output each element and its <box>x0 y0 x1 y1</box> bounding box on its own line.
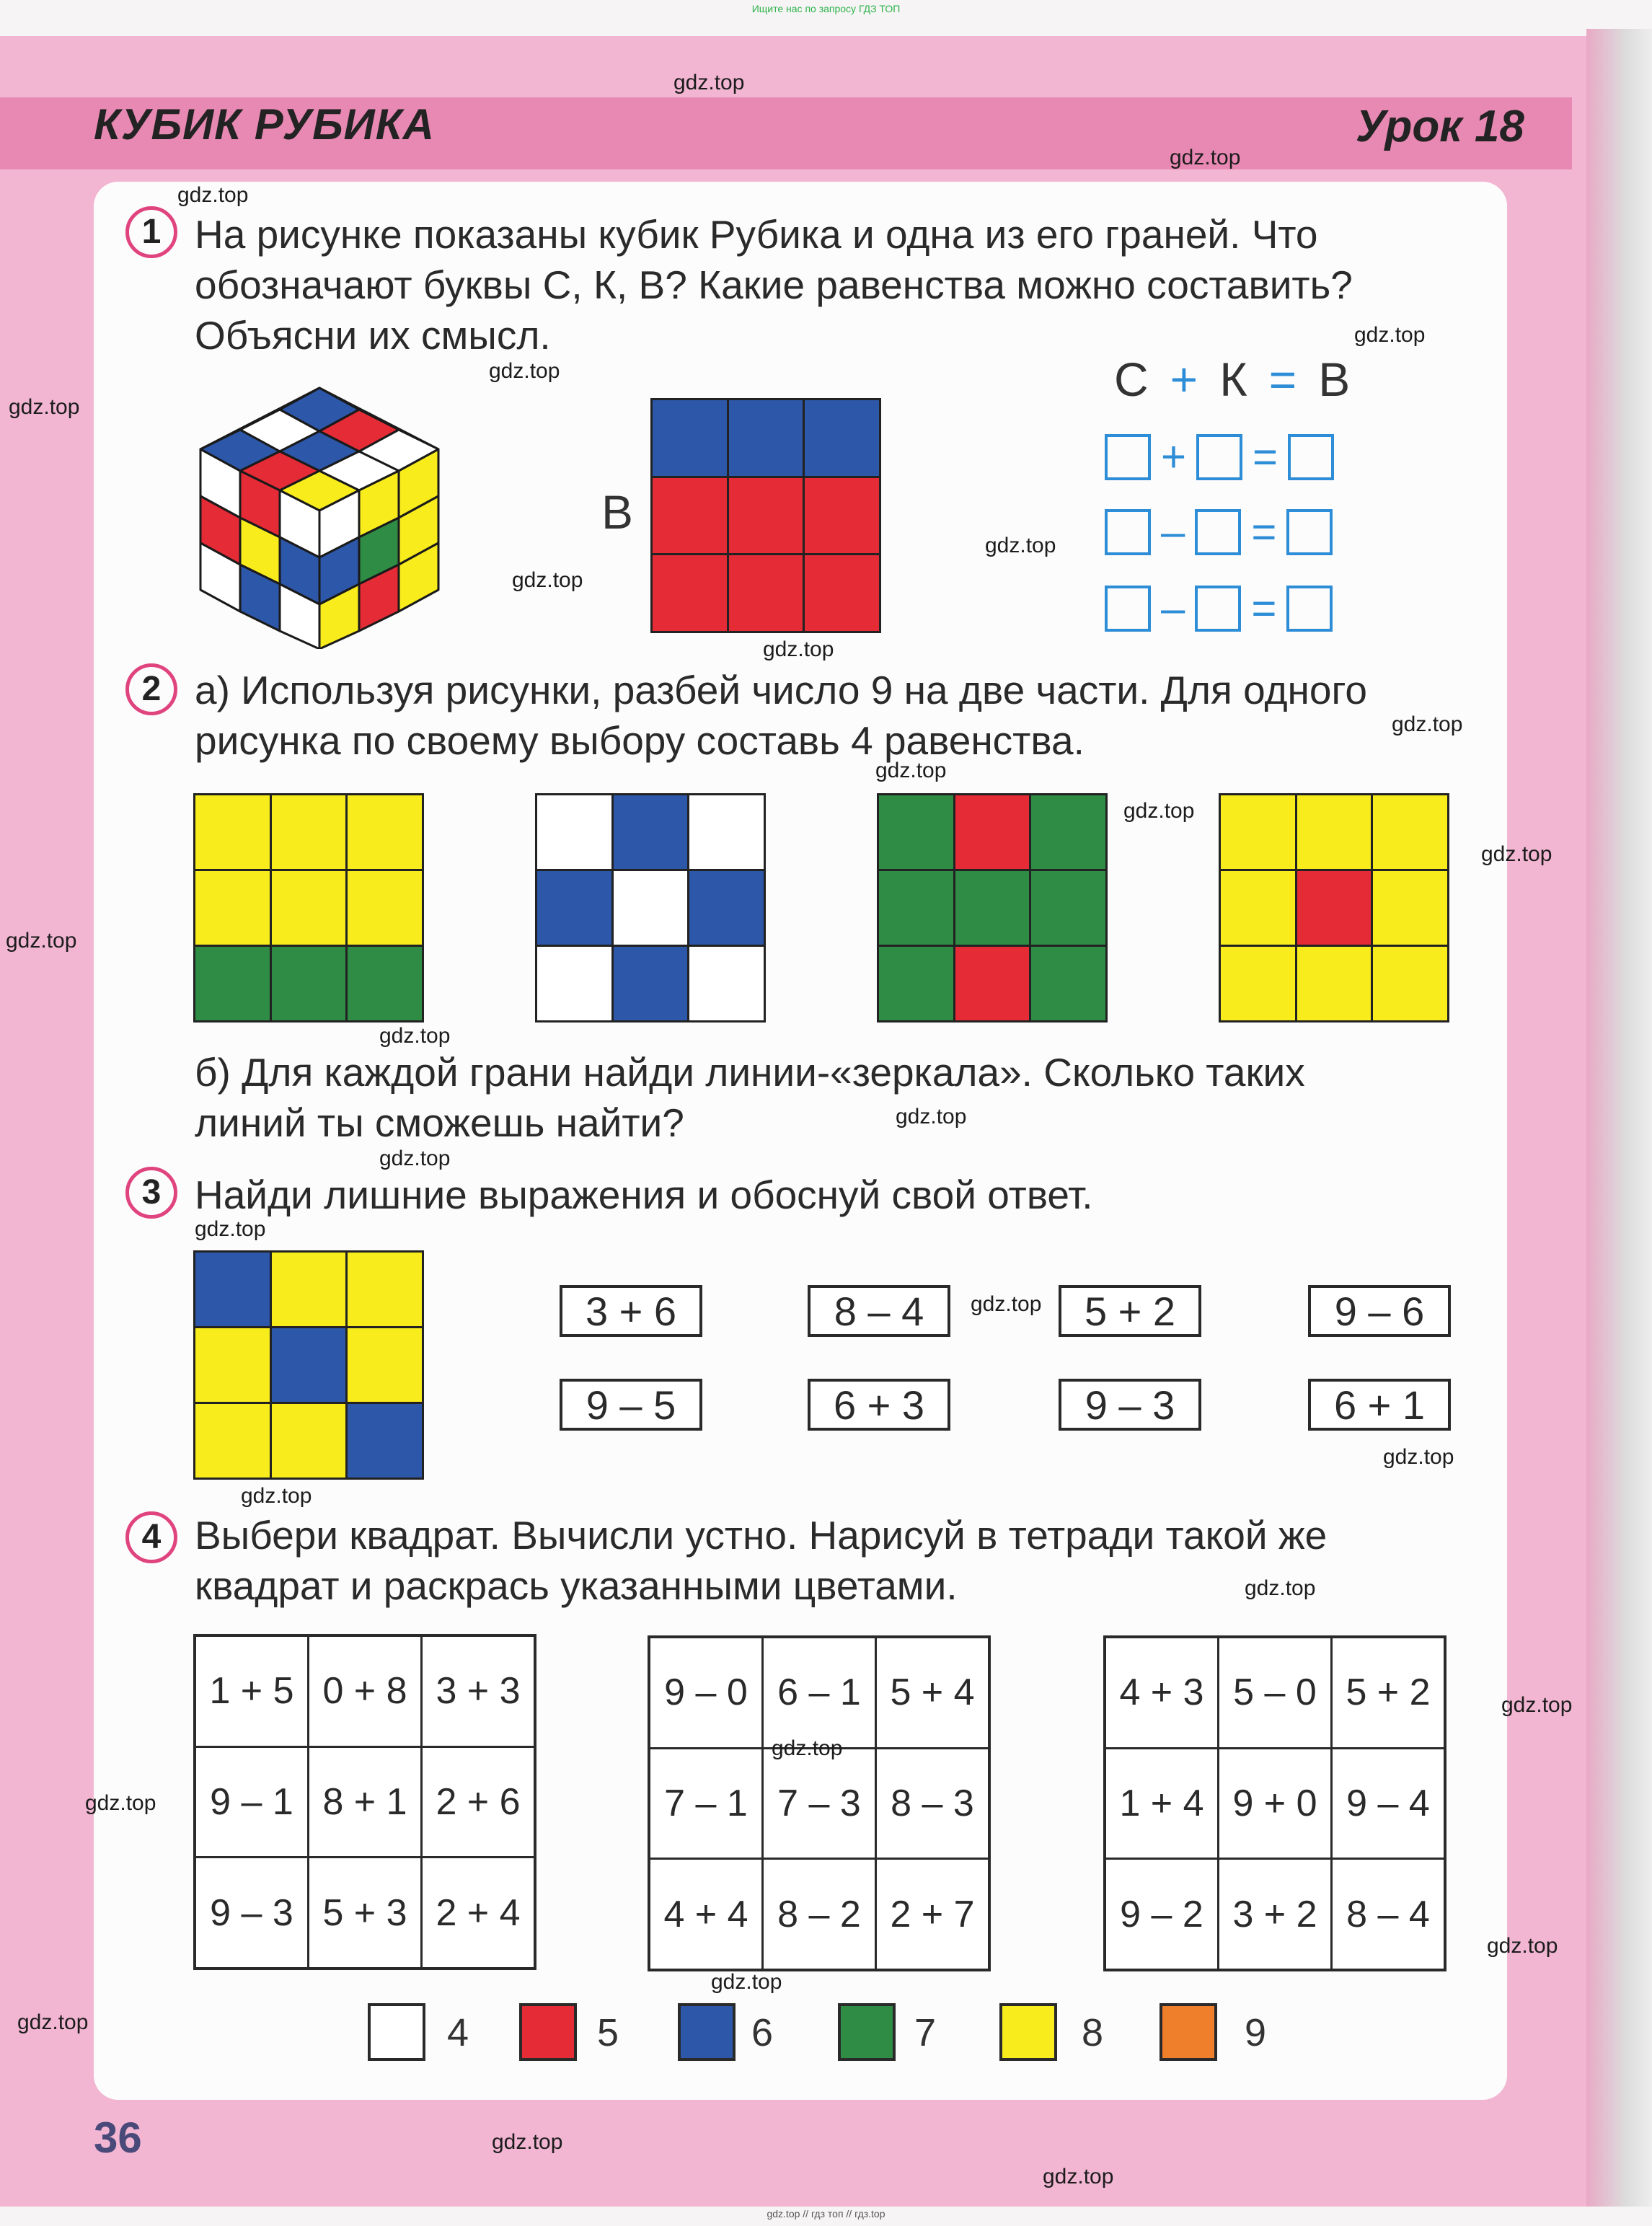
face-cell <box>653 555 727 631</box>
watermark: gdz.top <box>379 1024 451 1048</box>
table-cell: 2 + 4 <box>423 1858 534 1967</box>
equation-template-3 <box>1105 586 1333 632</box>
face-label: В <box>601 485 634 539</box>
watermark: gdz.top <box>512 568 583 592</box>
task2a-line-2: рисунка по своему выбору составь 4 равенства. <box>195 718 1085 763</box>
face-cell <box>272 871 346 945</box>
face-cell <box>348 1404 422 1478</box>
face-cell <box>348 947 422 1020</box>
blank-box[interactable] <box>1105 586 1151 632</box>
equation-letters <box>1114 352 1350 407</box>
watermark: gdz.top <box>17 2010 89 2034</box>
table-cell: 4 + 3 <box>1106 1638 1217 1747</box>
face-cell <box>879 947 953 1020</box>
face-cell <box>195 1328 270 1402</box>
blank-box[interactable] <box>1195 586 1241 632</box>
expression-box[interactable]: 6 + 1 <box>1308 1379 1451 1431</box>
operator: – <box>1161 508 1185 556</box>
blank-box[interactable] <box>1195 509 1241 555</box>
watermark: gdz.top <box>1501 1693 1573 1717</box>
watermark: gdz.top <box>6 929 77 953</box>
table-cell: 7 – 1 <box>650 1749 761 1858</box>
face-cell <box>348 871 422 945</box>
face-cell <box>1297 947 1371 1020</box>
face-cell <box>195 795 270 869</box>
face-cell <box>1297 795 1371 869</box>
table-cell: 4 + 4 <box>650 1860 761 1969</box>
face-cell <box>1373 795 1447 869</box>
math-square-3 <box>1103 1635 1446 1971</box>
face-cell <box>1221 947 1295 1020</box>
watermark: gdz.top <box>85 1791 156 1815</box>
blank-box[interactable] <box>1288 434 1334 480</box>
blank-box[interactable] <box>1286 586 1333 632</box>
watermark: gdz.top <box>1383 1445 1454 1469</box>
watermark: gdz.top <box>379 1147 451 1170</box>
equals-sign: = <box>1268 353 1297 406</box>
face-cell <box>1221 795 1295 869</box>
expression-box[interactable]: 3 + 6 <box>560 1285 702 1337</box>
face-grid-1 <box>193 793 424 1023</box>
face-cell <box>729 478 803 554</box>
table-cell: 7 – 3 <box>764 1749 875 1858</box>
table-cell: 9 – 3 <box>196 1858 307 1967</box>
face-grid-3 <box>877 793 1108 1023</box>
face-cell <box>348 1253 422 1326</box>
watermark: gdz.top <box>1170 146 1241 169</box>
face-cell <box>348 795 422 869</box>
table-cell: 1 + 5 <box>196 1637 307 1746</box>
face-cell <box>1031 871 1105 945</box>
table-cell: 5 + 3 <box>309 1858 420 1967</box>
face-cell <box>689 795 764 869</box>
task1-line-1: На рисунке показаны кубик Рубика и одна из его граней. Что <box>195 212 1318 257</box>
legend-value: 7 <box>914 2011 937 2054</box>
task-number-3: 3 <box>125 1167 177 1219</box>
rubik-face-grid <box>650 398 881 633</box>
letter-c: С <box>1114 353 1149 406</box>
face-cell <box>272 1404 346 1478</box>
face-cell <box>614 871 688 945</box>
face-grid-2 <box>535 793 766 1023</box>
top-watermark-line: Ищите нас по запросу ГДЗ ТОП <box>751 3 901 14</box>
face-cell <box>272 1253 346 1326</box>
blank-box[interactable] <box>1196 434 1242 480</box>
watermark: gdz.top <box>896 1105 967 1129</box>
page-edge-shadow <box>1586 29 1652 2207</box>
watermark: gdz.top <box>492 2130 563 2154</box>
table-cell: 8 – 4 <box>1333 1860 1444 1969</box>
table-cell: 0 + 8 <box>309 1637 420 1746</box>
table-cell: 2 + 6 <box>423 1748 534 1857</box>
expression-box[interactable]: 9 – 3 <box>1059 1379 1201 1431</box>
face-cell <box>537 871 611 945</box>
face-cell <box>805 478 879 554</box>
legend-value: 5 <box>597 2011 619 2054</box>
expression-box[interactable]: 9 – 6 <box>1308 1285 1451 1337</box>
task3-text: Найди лишние выражения и обоснуй свой ответ. <box>195 1172 1093 1217</box>
watermark: gdz.top <box>177 183 249 207</box>
table-cell: 3 + 2 <box>1219 1860 1330 1969</box>
page-number: 36 <box>94 2114 142 2162</box>
legend-value: 9 <box>1245 2011 1267 2054</box>
watermark: gdz.top <box>673 71 745 94</box>
face-cell <box>689 947 764 1020</box>
plus-sign: + <box>1170 353 1198 406</box>
watermark: gdz.top <box>1123 799 1195 823</box>
table-cell: 9 – 1 <box>196 1748 307 1857</box>
task1-line-3: Объясни их смысл. <box>195 313 551 358</box>
legend-swatch <box>999 2003 1057 2061</box>
equals: = <box>1251 584 1277 632</box>
face-cell <box>272 947 346 1020</box>
face-cell <box>879 871 953 945</box>
table-cell: 6 – 1 <box>764 1638 875 1747</box>
equals: = <box>1251 508 1277 556</box>
table-cell: 3 + 3 <box>423 1637 534 1746</box>
watermark: gdz.top <box>772 1736 843 1760</box>
task2a-line-1: а) Используя рисунки, разбей число 9 на две части. Для одного <box>195 668 1367 712</box>
watermark: gdz.top <box>875 759 947 782</box>
table-cell: 9 – 2 <box>1106 1860 1217 1969</box>
table-cell: 5 – 0 <box>1219 1638 1330 1747</box>
face-cell <box>614 947 688 1020</box>
legend-value: 6 <box>751 2011 774 2054</box>
face-cell <box>537 947 611 1020</box>
face-cell <box>1373 871 1447 945</box>
face-cell <box>195 1404 270 1478</box>
face-cell <box>195 1253 270 1326</box>
face-grid-4 <box>1219 793 1449 1023</box>
face-cell <box>1297 871 1371 945</box>
table-cell: 5 + 4 <box>877 1638 988 1747</box>
task1-line-2: обозначают буквы С, К, В? Какие равенства можно составить? <box>195 262 1353 307</box>
page-title: КУБИК РУБИКА <box>94 100 435 149</box>
watermark: gdz.top <box>985 534 1056 557</box>
watermark: gdz.top <box>763 637 834 661</box>
table-cell: 8 – 2 <box>764 1860 875 1969</box>
watermark: gdz.top <box>241 1484 312 1508</box>
legend-swatch <box>1160 2003 1217 2061</box>
face-cell <box>955 795 1030 869</box>
face-cell <box>653 478 727 554</box>
face-cell <box>805 555 879 631</box>
face-cell <box>195 947 270 1020</box>
watermark: gdz.top <box>1245 1576 1316 1600</box>
math-square-2 <box>648 1635 991 1971</box>
face-cell <box>955 947 1030 1020</box>
legend-swatch <box>678 2003 736 2061</box>
face-cell <box>805 400 879 476</box>
blank-box[interactable] <box>1286 509 1333 555</box>
blank-box[interactable] <box>1105 509 1151 555</box>
lesson-label: Урок 18 <box>1356 102 1524 151</box>
watermark: gdz.top <box>1354 323 1426 347</box>
letter-k: К <box>1219 353 1247 406</box>
table-cell: 8 – 3 <box>877 1749 988 1858</box>
equation-template-1 <box>1105 434 1334 480</box>
watermark: gdz.top <box>489 359 560 383</box>
expression-box[interactable]: 8 – 4 <box>808 1285 950 1337</box>
face-cell <box>729 555 803 631</box>
face-cell <box>272 1328 346 1402</box>
watermark: gdz.top <box>9 395 80 419</box>
equation-template-2 <box>1105 509 1333 555</box>
face-cell <box>348 1328 422 1402</box>
equals: = <box>1253 433 1278 481</box>
letter-b: В <box>1318 353 1351 406</box>
operator: + <box>1161 433 1187 481</box>
task4-line-2: квадрат и раскрась указанными цветами. <box>195 1563 958 1608</box>
operator: – <box>1161 584 1185 632</box>
task-number-4: 4 <box>125 1511 177 1563</box>
expression-box[interactable]: 6 + 3 <box>808 1379 950 1431</box>
task4-line-1: Выбери квадрат. Вычисли устно. Нарисуй в тетради такой же <box>195 1513 1328 1558</box>
watermark: gdz.top <box>1043 2165 1114 2189</box>
bottom-watermark-line: gdz.top // гдз топ // гдз.top <box>767 2208 885 2220</box>
face-cell <box>955 871 1030 945</box>
face-cell <box>729 400 803 476</box>
legend-value: 8 <box>1082 2011 1104 2054</box>
face-cell <box>1221 871 1295 945</box>
watermark: gdz.top <box>971 1292 1042 1316</box>
task-number-2: 2 <box>125 663 177 715</box>
table-cell: 2 + 7 <box>877 1860 988 1969</box>
legend-value: 4 <box>447 2011 469 2054</box>
task-number-1: 1 <box>125 206 177 258</box>
face-cell <box>879 795 953 869</box>
table-cell: 9 + 0 <box>1219 1749 1330 1858</box>
table-cell: 9 – 0 <box>650 1638 761 1747</box>
rubik-cube-illustration <box>193 381 446 649</box>
math-square-1 <box>193 1634 536 1970</box>
watermark: gdz.top <box>1392 712 1463 736</box>
face-cell <box>1031 947 1105 1020</box>
task2b-line-1: б) Для каждой грани найди линии-«зеркала». Сколько таких <box>195 1050 1305 1095</box>
face-cell <box>272 795 346 869</box>
task2b-line-2: линий ты сможешь найти? <box>195 1100 684 1145</box>
watermark: gdz.top <box>195 1217 266 1241</box>
blank-box[interactable] <box>1105 434 1151 480</box>
face-grid-task3 <box>193 1250 424 1480</box>
expression-box[interactable]: 9 – 5 <box>560 1379 702 1431</box>
face-cell <box>1373 947 1447 1020</box>
face-cell <box>689 871 764 945</box>
face-cell <box>1031 795 1105 869</box>
watermark: gdz.top <box>1487 1934 1558 1958</box>
face-cell <box>614 795 688 869</box>
table-cell: 5 + 2 <box>1333 1638 1444 1747</box>
face-cell <box>195 871 270 945</box>
legend-swatch <box>838 2003 896 2061</box>
watermark: gdz.top <box>711 1970 782 1994</box>
face-cell <box>537 795 611 869</box>
face-cell <box>653 400 727 476</box>
table-cell: 1 + 4 <box>1106 1749 1217 1858</box>
table-cell: 9 – 4 <box>1333 1749 1444 1858</box>
watermark: gdz.top <box>1481 842 1552 866</box>
legend-swatch <box>519 2003 577 2061</box>
legend-swatch <box>368 2003 425 2061</box>
table-cell: 8 + 1 <box>309 1748 420 1857</box>
expression-box[interactable]: 5 + 2 <box>1059 1285 1201 1337</box>
